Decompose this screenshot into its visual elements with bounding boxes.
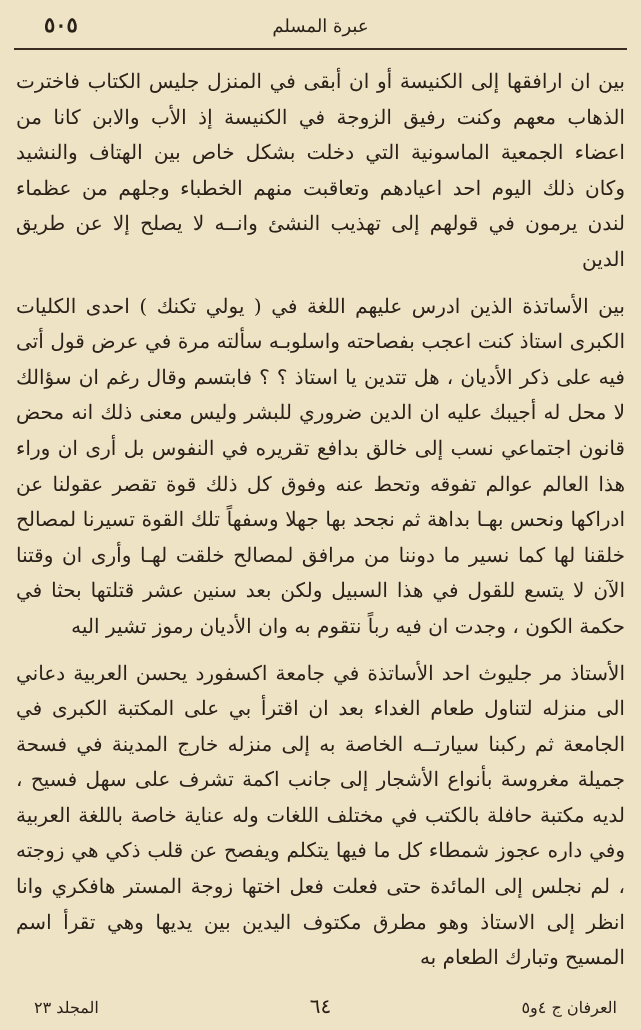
page-number: ٥٠٥ — [44, 12, 78, 37]
paragraph-1: بين ان ارافقها إلى الكنيسة أو ان أبقى في المنزل جليس الكتاب فاخترت الذهاب معهم وكنت رفيق الزوجة في الكنيسة إذ الأب والابن كانا من اعضاء الجمعية الماسونية التي دخلت بشكل خاص بين الهتاف والنشيد وكان ذلك اليوم احد اعيادهم وتعاقبت منهم الخطباء وجلهم من عظماء لندن يرمون في قولهم إلى تهذيب النشئ وانــه لا يصلح إلا عن طريق الدين — [16, 69, 625, 271]
page-header — [14, 8, 627, 44]
journal-issue: العرفان ج ٤و٥ — [521, 998, 617, 1017]
body-text — [16, 64, 625, 976]
volume-label: المجلد ٢٣ — [34, 998, 99, 1017]
folio-number: ٦٤ — [309, 994, 332, 1018]
running-title: عبرة المسلم — [272, 15, 369, 37]
paragraph-3: الأستاذ مر جليوث احد الأساتذة في جامعة اكسفورد يحسن العربية دعاني الى منزله لتناول طعام الغداء بعد ان اقترأ بي على المكتبة الكبرى في الجامعة ثم ركبنا سيارتــه الخاصة به إلى منزله خارج المدينة في فسحة جميلة مغروسة بأنواع الأشجار إلى جانب اكمة تشرف على سهل فسيح ، لديه مكتبة حافلة بالكتب في مختلف اللغات وله عناية خاصة باللغة العربية وفي داره عجوز شمطاء كل ما فيها يتكلم ويفصح عن قلب ذكي هي زوجته ، لم نجلس إلى المائدة حتى فعلت فعل اختها زوجة المستر هافكري وانا انظر إلى الاستاذ وهو مطرق مكتوف اليدين بين يديها وهي تقرأ اسم المسيح وتبارك الطعام به — [16, 660, 625, 970]
header-divider — [14, 48, 627, 50]
page-footer — [14, 994, 627, 1024]
paragraph-2: بين الأساتذة الذين ادرس عليهم اللغة في ( يولي تكنك ) احدى الكليات الكبرى استاذ كنت اعجب بفصاحته واسلوبـه سألته مرة في عرض قول أتى فيه على ذكر الأديان ، هل تتدين يا استاذ ؟ ؟ فابتسم وقال رغم ان سؤالك لا محل له أجيبك عليه ان الدين ضروري للبشر وليس معنى ذلك انه محض قانون اجتماعي نسب إلى خالق بدافع تقريره في النفوس بل أرى ان وراء هذا العالم عوالم تفوقه وتحط عنه وفوق كل ذلك قوة تقصر عقولنا عن ادراكها ونحس بهـا بداهة ثم نجحد بها جهلا وسفهاً تلك القوة تسيرنا لمصالح خلقنا لها كما نسير ما دوننا من مرافق لمصالح خلقت لهـا وأرى ان وقتنا الآن لا يتسع للقول في هذا السبيل ولكن بعد سنين عشر قتلتها بحثا في حكمة الكون ، وجدت ان فيه رباً نتقوم به وان الأديان رموز تشير اليه — [16, 293, 625, 638]
